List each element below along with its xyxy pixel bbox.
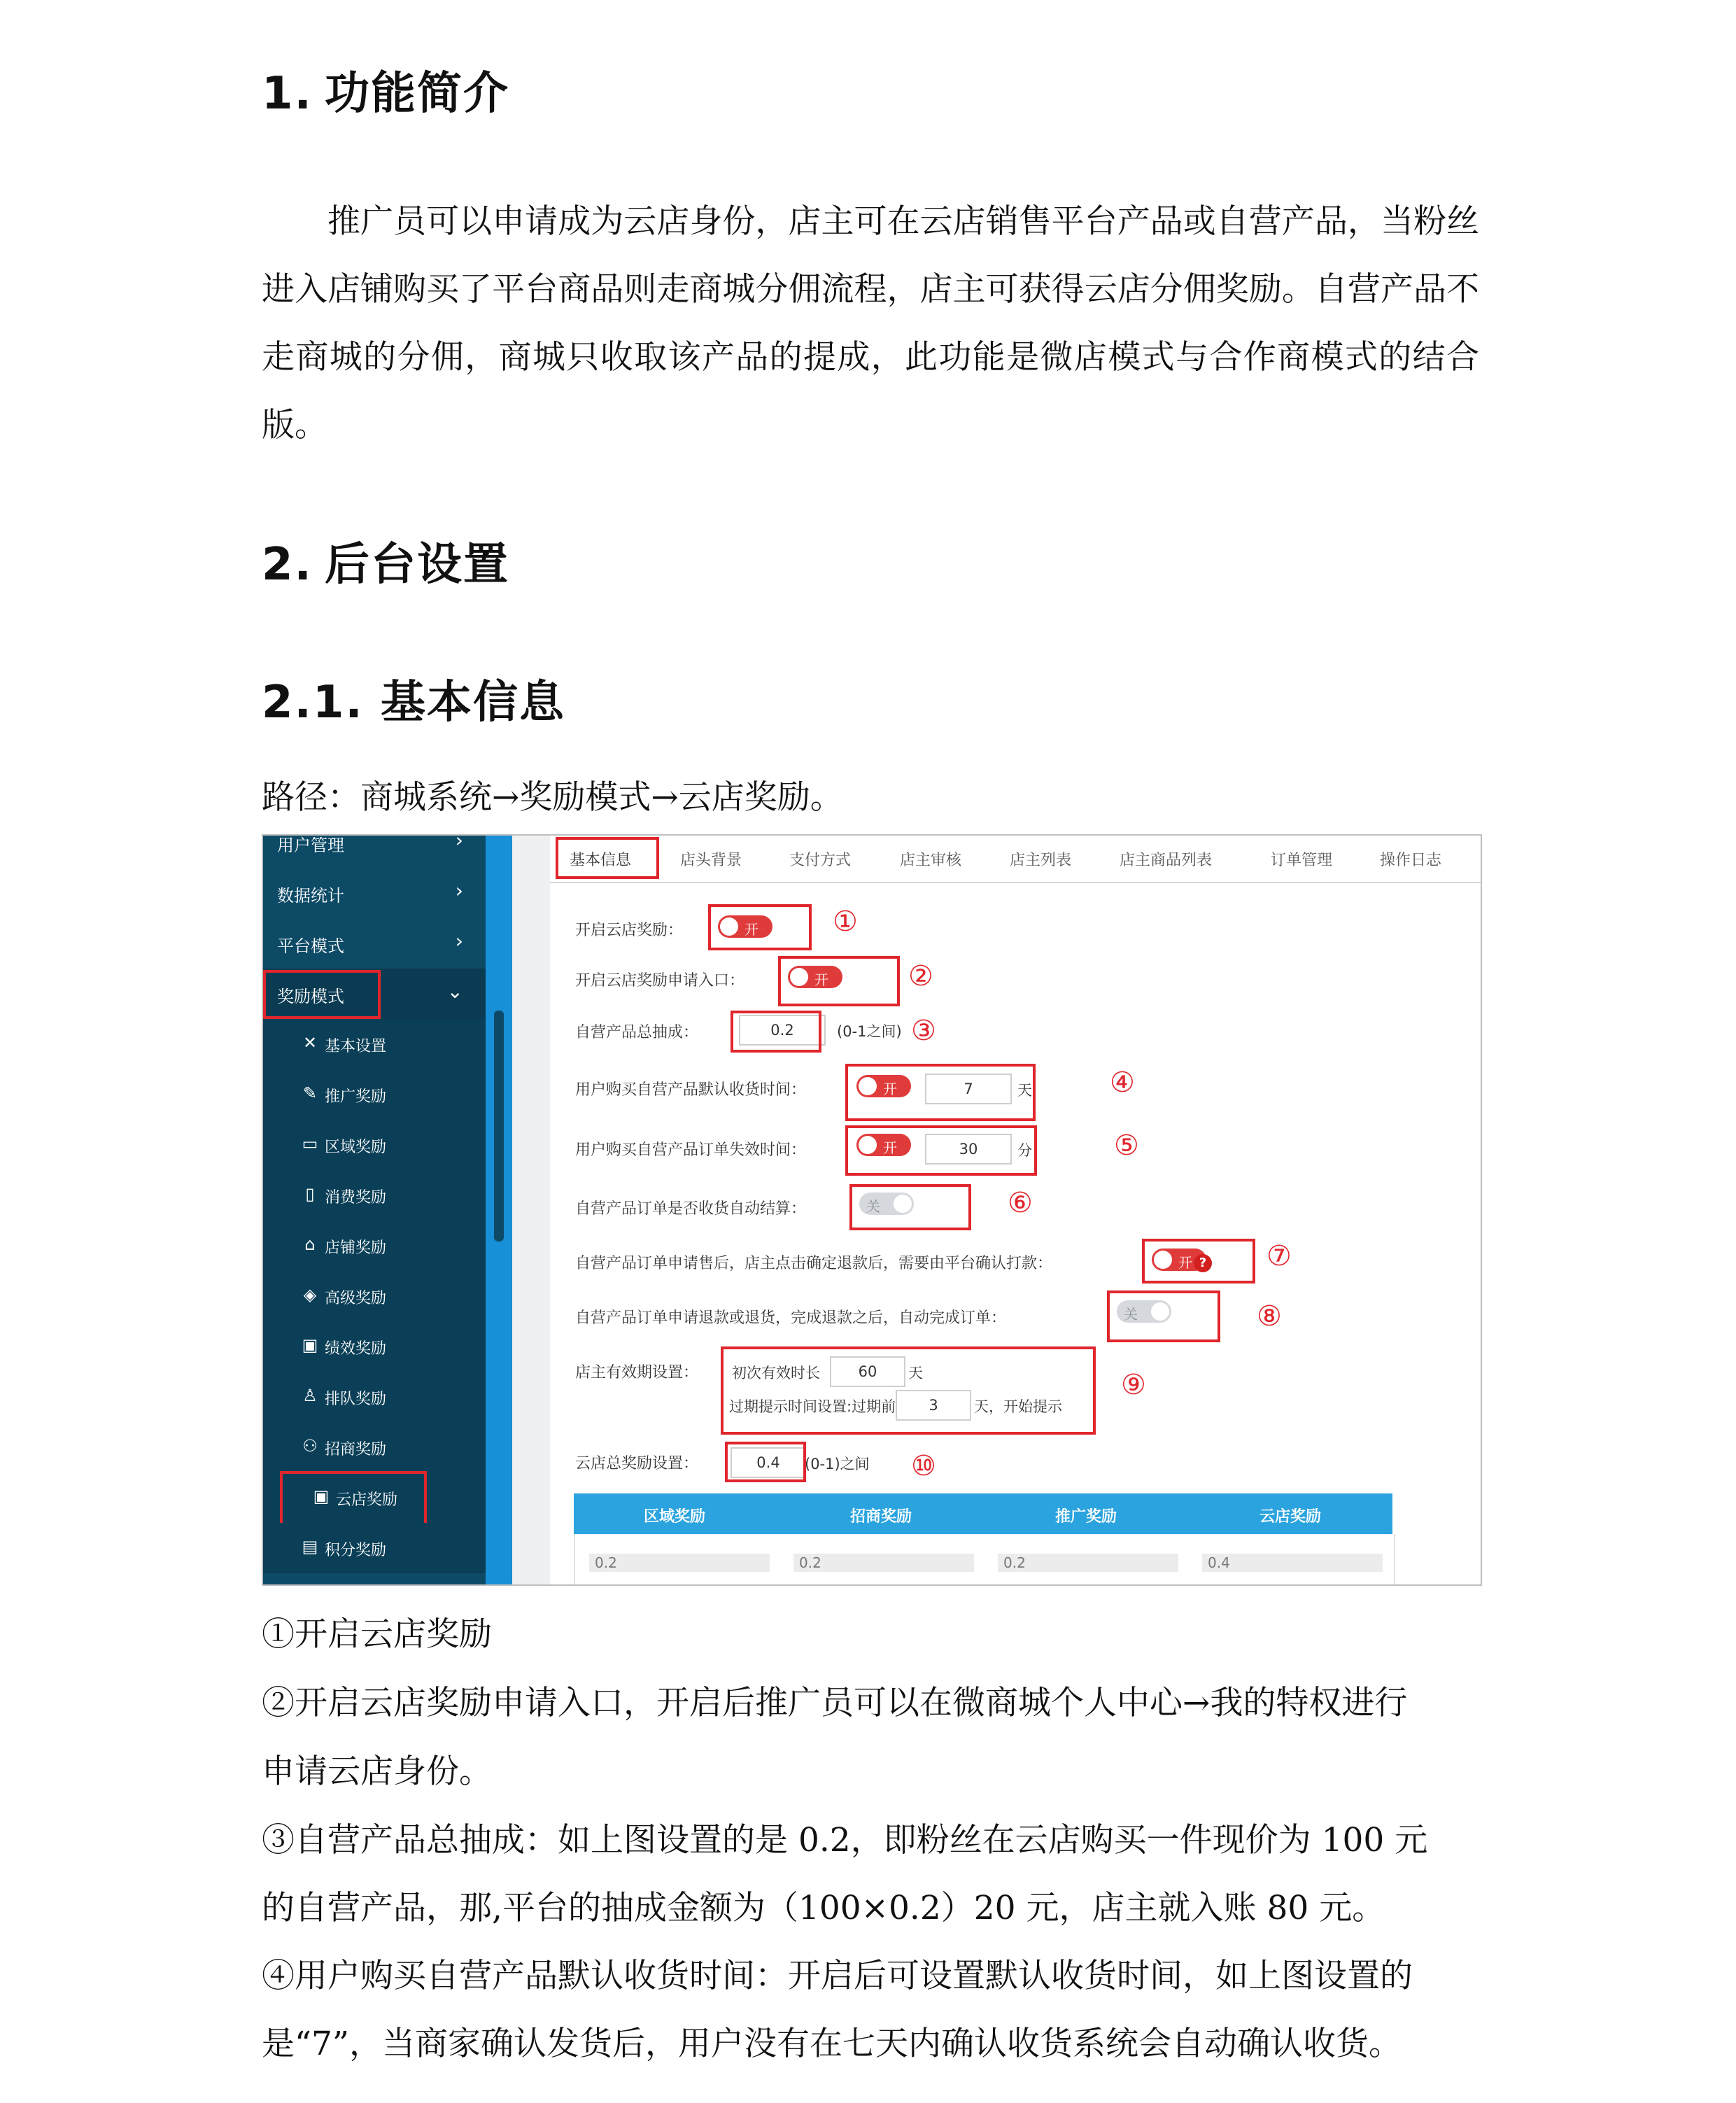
label-order-expire-time: 用户购买自营产品订单失效时间： [575, 1141, 807, 1159]
hint-range: (0-1之间) [837, 1023, 902, 1040]
intro-paragraph: 推广员可以申请成为云店身份，店主可在云店销售平台产品或自营产品，当粉丝进入店铺购买了平台商品则走商城分佣流程，店主可获得云店分佣奖励。自营产品不走商城的分佣，商城只收取该产品的提成，此功能是微店模式与合作商模式的结合版。 [262, 202, 1479, 444]
table-header-cell: 推广奖励 [1055, 1508, 1117, 1526]
input-cloud-total-reward[interactable]: 0.4 [731, 1447, 806, 1478]
tab-shop-header-bg[interactable]: 店头背景 [680, 852, 742, 869]
help-icon[interactable]: ? [1194, 1254, 1212, 1272]
calendar-icon: ▤ [302, 1537, 318, 1556]
note-1: ①开启云店奖励 [262, 1615, 492, 1654]
sidebar-subitem-consumption-reward[interactable] [263, 1170, 486, 1221]
sidebar-item-label: 奖励模式 [277, 987, 344, 1006]
receipt-icon: ▯ [305, 1184, 315, 1204]
label-auto-settle: 自营产品订单是否收货自动结算： [575, 1200, 807, 1218]
marker-4: ④ [1110, 1067, 1135, 1099]
tab-operation-log[interactable]: 操作日志 [1380, 852, 1442, 869]
cart-icon: ▣ [302, 1335, 318, 1355]
highlight-box [280, 1471, 427, 1526]
admin-screenshot [262, 834, 1482, 1586]
tab-payment-method[interactable]: 支付方式 [789, 852, 852, 869]
tab-bar [550, 836, 1481, 883]
sidebar-item-label: 绩效奖励 [325, 1340, 387, 1358]
label-enable-apply-entry: 开启云店奖励申请入口： [575, 972, 745, 990]
note-2-line-2: 申请云店身份。 [262, 1752, 492, 1791]
toggle-state: 开 [814, 971, 828, 988]
unit-days: 天 [908, 1365, 923, 1381]
tab-owner-list[interactable]: 店主列表 [1010, 852, 1072, 869]
input-order-expire-time[interactable]: 30 [925, 1134, 1012, 1165]
highlight-box [708, 904, 812, 950]
sidebar-subitem-advanced-reward[interactable] [263, 1271, 486, 1321]
marker-9: ⑨ [1121, 1369, 1146, 1401]
sidebar-item-label: 平台模式 [277, 936, 344, 956]
sidebar-subitem-queue-reward[interactable] [263, 1372, 486, 1422]
marker-10: ⑩ [911, 1450, 936, 1482]
table-header-cell: 招商奖励 [850, 1508, 912, 1526]
section-1-heading [262, 57, 509, 122]
table-header-cell: 区域奖励 [644, 1508, 706, 1526]
sidebar-item-label: 招商奖励 [325, 1441, 387, 1458]
toggle-state: 关 [1124, 1306, 1138, 1323]
cart-icon: ▣ [313, 1486, 330, 1506]
section-number: 2. [262, 539, 313, 591]
sidebar-subitem-points-reward[interactable] [263, 1523, 486, 1573]
chevron-right-icon: › [455, 929, 463, 952]
toggle-state: 开 [883, 1081, 897, 1097]
tab-owner-review[interactable]: 店主审核 [900, 852, 962, 869]
tab-owner-product-list[interactable]: 店主商品列表 [1120, 852, 1213, 869]
scrollbar-thumb[interactable] [494, 1011, 504, 1242]
sidebar-item-label: 消费奖励 [325, 1189, 387, 1207]
section-title: 后台设置 [325, 539, 509, 591]
label-self-product-commission: 自营产品总抽成： [575, 1024, 699, 1041]
marker-8: ⑧ [1257, 1300, 1282, 1332]
section-number: 1. [262, 68, 313, 120]
label-enable-cloud-shop-reward: 开启云店奖励： [575, 922, 684, 939]
input-self-product-commission[interactable]: 0.2 [739, 1015, 826, 1046]
tab-basic-info[interactable]: 基本信息 [570, 852, 632, 869]
sidebar-item-label: 用户管理 [277, 836, 344, 855]
table-cell[interactable]: 0.2 [589, 1554, 770, 1572]
chevron-right-icon: › [455, 879, 463, 902]
section-title: 基本信息 [381, 677, 565, 729]
table-row [574, 1534, 1395, 1584]
table-header-cell: 云店奖励 [1259, 1508, 1322, 1526]
highlight-box [721, 1346, 1096, 1435]
sidebar-subitem-region-reward[interactable] [263, 1120, 486, 1170]
unit-days-remind: 天，开始提示 [974, 1398, 1062, 1415]
toggle-state: 关 [866, 1198, 880, 1215]
highlight-box [556, 837, 659, 879]
input-default-receive-time[interactable]: 7 [925, 1074, 1012, 1104]
marker-6: ⑥ [1008, 1187, 1033, 1219]
sidebar-subitem-shop-reward[interactable] [263, 1221, 486, 1271]
path-line: 路径：商城系统→奖励模式→云店奖励。 [262, 778, 843, 817]
sidebar-nav [263, 836, 486, 1584]
table-cell[interactable]: 0.2 [998, 1554, 1178, 1572]
label-auto-complete-order: 自营产品订单申请退款或退货，完成退款之后，自动完成订单： [575, 1309, 1007, 1327]
sidebar-subitem-merchant-reward[interactable] [263, 1422, 486, 1472]
highlight-box [845, 1125, 1037, 1176]
sidebar-item-label: 店铺奖励 [325, 1239, 387, 1257]
user-search-icon: ♙ [302, 1386, 318, 1405]
sidebar-item-label: 数据统计 [277, 886, 344, 906]
note-4-line-1: ④用户购买自营产品默认收货时间：开启后可设置默认收货时间，如上图设置的 [262, 1957, 1413, 1995]
highlight-box [778, 956, 900, 1006]
sidebar-item-label: 高级奖励 [325, 1290, 387, 1307]
brush-icon: ✎ [302, 1083, 318, 1103]
marker-5: ⑤ [1114, 1130, 1139, 1162]
label-owner-validity: 店主有效期设置： [575, 1364, 699, 1381]
settings-panel [550, 836, 1481, 1584]
map-icon: ▭ [302, 1134, 318, 1153]
toggle-state: 开 [883, 1139, 897, 1156]
sidebar-item-label: 云店奖励 [336, 1491, 398, 1509]
note-3-line-2: 的自营产品，那,平台的抽成金额为（100×0.2）20 元，店主就入账 80 元。 [262, 1889, 1385, 1927]
chevron-down-icon: ⌄ [446, 980, 463, 1003]
section-number: 2.1. [262, 677, 364, 729]
note-3-line-1: ③自营产品总抽成：如上图设置的是 0.2，即粉丝在云店购买一件现价为 100 元 [262, 1821, 1428, 1859]
sidebar-item-statistics[interactable] [263, 868, 486, 918]
label-first-duration: 初次有效时长 [732, 1365, 820, 1381]
input-first-duration[interactable]: 60 [830, 1356, 905, 1387]
marker-1: ① [833, 906, 858, 938]
highlight-box [731, 1011, 821, 1053]
table-cell[interactable]: 0.4 [1202, 1554, 1383, 1572]
highlight-box [845, 1064, 1036, 1121]
marker-7: ⑦ [1266, 1240, 1292, 1272]
sidebar-subitem-promotion-reward[interactable] [263, 1069, 486, 1120]
label-platform-confirm-refund: 自营产品订单申请售后，店主点击确定退款后，需要由平台确认打款： [575, 1255, 1053, 1272]
sidebar-item-label: 推广奖励 [325, 1088, 387, 1106]
table-cell[interactable]: 0.2 [793, 1554, 974, 1572]
diamond-icon: ◈ [303, 1285, 317, 1304]
chevron-right-icon: › [455, 834, 463, 852]
note-4-line-2: 是“7”，当商家确认发货后，用户没有在七天内确认收货系统会自动确认收货。 [262, 2025, 1402, 2063]
section-2-heading [262, 528, 509, 593]
sidebar-subitem-basic-settings[interactable] [263, 1019, 486, 1069]
sidebar-item-label: 基本设置 [325, 1038, 387, 1055]
store-icon: ⌂ [304, 1235, 316, 1254]
label-remind-before: 过期提示时间设置:过期前 [729, 1398, 896, 1415]
tools-icon: ✕ [302, 1033, 318, 1053]
note-2-line-1: ②开启云店奖励申请入口，开启后推广员可以在微商城个人中心→我的特权进行 [262, 1684, 1408, 1722]
sidebar-item-platform-mode[interactable] [263, 918, 486, 969]
label-cloud-total-reward: 云店总奖励设置： [575, 1455, 699, 1472]
marker-2: ② [908, 960, 933, 992]
sidebar-item-label: 排队奖励 [325, 1391, 387, 1408]
sidebar-subitem-performance-reward[interactable] [263, 1321, 486, 1372]
sidebar-item-label: 区域奖励 [325, 1139, 387, 1156]
section-2-1-heading [262, 666, 565, 731]
toggle-state: 开 [744, 921, 758, 938]
highlight-box [725, 1442, 806, 1482]
unit-minutes: 分 [1017, 1142, 1032, 1159]
reward-table-header [574, 1493, 1392, 1534]
tab-order-management[interactable]: 订单管理 [1271, 852, 1333, 869]
label-default-receive-time: 用户购买自营产品默认收货时间： [575, 1081, 807, 1099]
org-chart-icon: ⚇ [302, 1436, 318, 1456]
section-title: 功能简介 [325, 68, 509, 120]
unit-days: 天 [1017, 1082, 1032, 1099]
toggle-state: 开 [1178, 1254, 1192, 1271]
marker-3: ③ [911, 1015, 936, 1047]
hint-range: (0-1)之间 [805, 1456, 870, 1472]
highlight-box [263, 970, 381, 1019]
input-remind-before[interactable]: 3 [896, 1390, 971, 1421]
highlight-box [1107, 1290, 1220, 1342]
sidebar-item-user-management[interactable] [263, 834, 486, 868]
highlight-box [849, 1184, 971, 1230]
highlight-box [1142, 1239, 1255, 1283]
sidebar-item-label: 积分奖励 [325, 1542, 387, 1559]
